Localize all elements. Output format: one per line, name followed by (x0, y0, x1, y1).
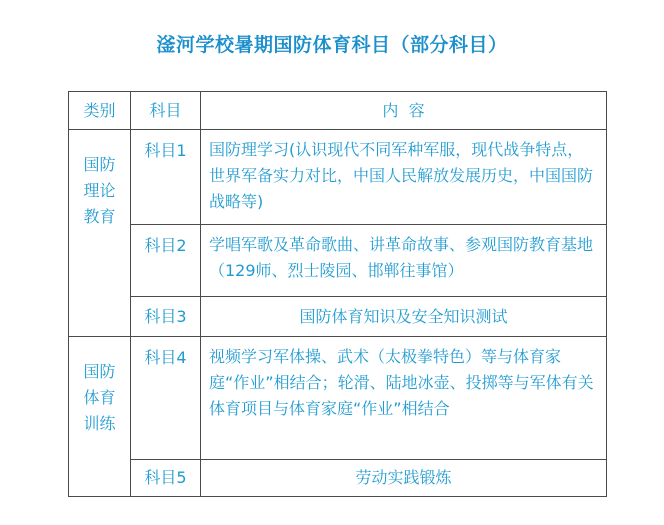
content-cell: 学唱军歌及革命歌曲、讲革命故事、参观国防教育基地（129师、烈士陵园、邯郸往事馆） (201, 225, 607, 297)
table-row (69, 297, 607, 337)
header-subject: 科目 (131, 92, 201, 130)
category-cell-theory (69, 130, 131, 337)
content-cell: 劳动实践锻炼 (201, 460, 607, 497)
category-line: 国防 (83, 362, 116, 381)
subject-cell: 科目4 (131, 337, 201, 460)
category-line: 国防 (83, 155, 116, 174)
table-header-row (69, 92, 607, 130)
table-row (69, 225, 607, 297)
subject-table (68, 91, 607, 497)
page-title: 滏河学校暑期国防体育科目（部分科目） (156, 34, 508, 56)
category-line: 教育 (83, 207, 116, 226)
subject-cell: 科目2 (131, 225, 201, 297)
content-cell: 国防体育知识及安全知识测试 (201, 297, 607, 337)
header-category: 类别 (69, 92, 131, 130)
content-cell: 国防理学习(认识现代不同军种军服，现代战争特点，世界军备实力对比，中国人民解放发展历史，中国国防战略等) (201, 130, 607, 225)
table-row (69, 337, 607, 460)
category-line: 理论 (83, 181, 116, 200)
subject-cell: 科目3 (131, 297, 201, 337)
header-content: 内 容 (201, 92, 607, 130)
category-line: 体育 (83, 388, 116, 407)
category-line: 训练 (83, 414, 116, 433)
subject-cell: 科目5 (131, 460, 201, 497)
table-row (69, 460, 607, 497)
category-cell-training (69, 337, 131, 497)
subject-cell: 科目1 (131, 130, 201, 225)
content-cell: 视频学习军体操、武术（太极拳特色）等与体育家庭“作业”相结合；轮滑、陆地冰壶、投掷等与军体有关体育项目与体育家庭“作业”相结合 (201, 337, 607, 460)
table-row (69, 130, 607, 225)
